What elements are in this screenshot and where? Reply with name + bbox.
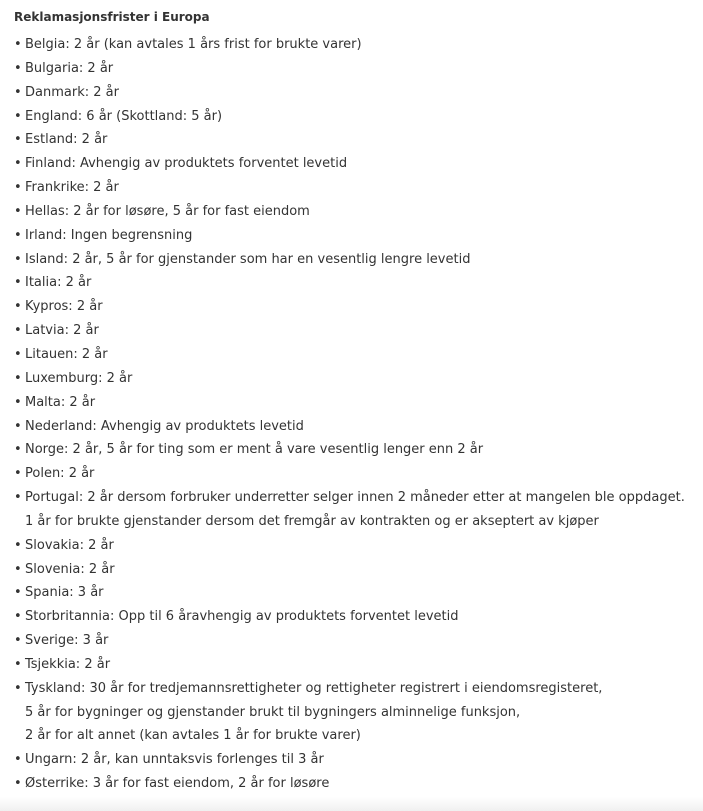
list-item xyxy=(14,81,703,105)
list-item xyxy=(14,605,703,629)
bullet-icon: • xyxy=(14,561,22,577)
list-item-continuation: 1 år for brukte gjenstander dersom det fremgår av kontrakten og er akseptert av kjøper xyxy=(25,513,599,529)
bullet-icon: • xyxy=(14,466,22,482)
list-item-text: Sverige: 3 år xyxy=(25,633,109,649)
list-item xyxy=(14,224,703,248)
list-item xyxy=(14,748,703,772)
bullet-icon: • xyxy=(14,323,22,339)
bullet-icon: • xyxy=(14,776,22,792)
list-item xyxy=(14,653,703,677)
list-item-text: Hellas: 2 år for løsøre, 5 år for fast eiendom xyxy=(25,203,310,219)
section-title: Reklamasjonsfrister i Europa xyxy=(14,10,210,24)
list-item xyxy=(14,319,703,343)
list-item-text: Portugal: 2 år dersom forbruker underretter selger innen 2 måneder etter at mangelen ble oppdaget. xyxy=(25,490,685,506)
list-item xyxy=(14,772,703,796)
bullet-icon: • xyxy=(14,585,22,601)
list-item-text: Storbritannia: Opp til 6 åravhengig av produktets forventet levetid xyxy=(25,609,459,625)
list-item xyxy=(14,105,703,129)
list-item xyxy=(14,438,703,462)
list-item xyxy=(14,581,703,605)
list-item xyxy=(14,295,703,319)
bullet-icon: • xyxy=(14,346,22,362)
list-item-text: Island: 2 år, 5 år for gjenstander som har en vesentlig lengre levetid xyxy=(25,251,471,267)
list-item xyxy=(14,629,703,653)
bullet-icon: • xyxy=(14,633,22,649)
list-item-text: Estland: 2 år xyxy=(25,132,108,148)
list-item xyxy=(14,248,703,272)
list-item-text: Litauen: 2 år xyxy=(25,346,108,362)
list-item xyxy=(14,677,703,749)
list-item-text: Tsjekkia: 2 år xyxy=(25,656,111,672)
list-item xyxy=(14,176,703,200)
list-item xyxy=(14,33,703,57)
bullet-icon: • xyxy=(14,227,22,243)
list-item-text: Frankrike: 2 år xyxy=(25,180,119,196)
bullet-icon: • xyxy=(14,251,22,267)
list-item-text: Malta: 2 år xyxy=(25,394,96,410)
list-item xyxy=(14,343,703,367)
bullet-icon: • xyxy=(14,180,22,196)
bullet-icon: • xyxy=(14,609,22,625)
bullet-icon: • xyxy=(14,203,22,219)
bullet-icon: • xyxy=(14,442,22,458)
list-item xyxy=(14,200,703,224)
bullet-icon: • xyxy=(14,60,22,76)
bullet-icon: • xyxy=(14,680,22,696)
list-item-text: Tyskland: 30 år for tredjemannsrettigheter og rettigheter registrert i eiendomsregisteret, xyxy=(25,680,603,696)
list-item xyxy=(14,128,703,152)
bullet-icon: • xyxy=(14,156,22,172)
bullet-icon: • xyxy=(14,299,22,315)
list-item-text: Slovakia: 2 år xyxy=(25,537,114,553)
list-item-text: Bulgaria: 2 år xyxy=(25,60,114,76)
list-item-text: Luxemburg: 2 år xyxy=(25,370,133,386)
list-item xyxy=(14,415,703,439)
list-item-text: Danmark: 2 år xyxy=(25,84,119,100)
bullet-icon: • xyxy=(14,490,22,506)
list-item-continuation: 2 år for alt annet (kan avtales 1 år for brukte varer) xyxy=(25,728,361,744)
bullet-icon: • xyxy=(14,537,22,553)
list-item xyxy=(14,534,703,558)
country-list xyxy=(14,33,703,796)
list-item xyxy=(14,462,703,486)
list-item-text: Ungarn: 2 år, kan unntaksvis forlenges til 3 år xyxy=(25,752,324,768)
list-item-text: Norge: 2 år, 5 år for ting som er ment å vare vesentlig lenger enn 2 år xyxy=(25,442,484,458)
bullet-icon: • xyxy=(14,132,22,148)
list-item xyxy=(14,486,703,534)
list-item-text: England: 6 år (Skottland: 5 år) xyxy=(25,108,223,124)
list-item xyxy=(14,391,703,415)
list-item-text: Polen: 2 år xyxy=(25,466,95,482)
bottom-shade xyxy=(0,797,703,811)
bullet-icon: • xyxy=(14,752,22,768)
list-item-text: Slovenia: 2 år xyxy=(25,561,115,577)
bullet-icon: • xyxy=(14,418,22,434)
list-item-text: Finland: Avhengig av produktets forventet levetid xyxy=(25,156,348,172)
list-item xyxy=(14,367,703,391)
list-item-text: Belgia: 2 år (kan avtales 1 års frist for brukte varer) xyxy=(25,37,362,52)
bullet-icon: • xyxy=(14,370,22,386)
list-item-text: Nederland: Avhengig av produktets levetid xyxy=(25,418,304,434)
list-item-text: Østerrike: 3 år for fast eiendom, 2 år for løsøre xyxy=(25,776,330,792)
bullet-icon: • xyxy=(14,656,22,672)
list-item-text: Irland: Ingen begrensning xyxy=(25,227,193,243)
list-item xyxy=(14,152,703,176)
bullet-icon: • xyxy=(14,108,22,124)
bullet-icon: • xyxy=(14,275,22,291)
list-item-text: Italia: 2 år xyxy=(25,275,92,291)
list-item xyxy=(14,558,703,582)
list-item xyxy=(14,57,703,81)
list-item-text: Spania: 3 år xyxy=(25,585,104,601)
bullet-icon: • xyxy=(14,394,22,410)
bullet-icon: • xyxy=(14,84,22,100)
bullet-icon: • xyxy=(14,37,22,52)
list-item-continuation: 5 år for bygninger og gjenstander brukt til bygningers alminnelige funksjon, xyxy=(25,704,521,720)
list-item xyxy=(14,271,703,295)
list-item-text: Latvia: 2 år xyxy=(25,323,99,339)
list-item-text: Kypros: 2 år xyxy=(25,299,103,315)
